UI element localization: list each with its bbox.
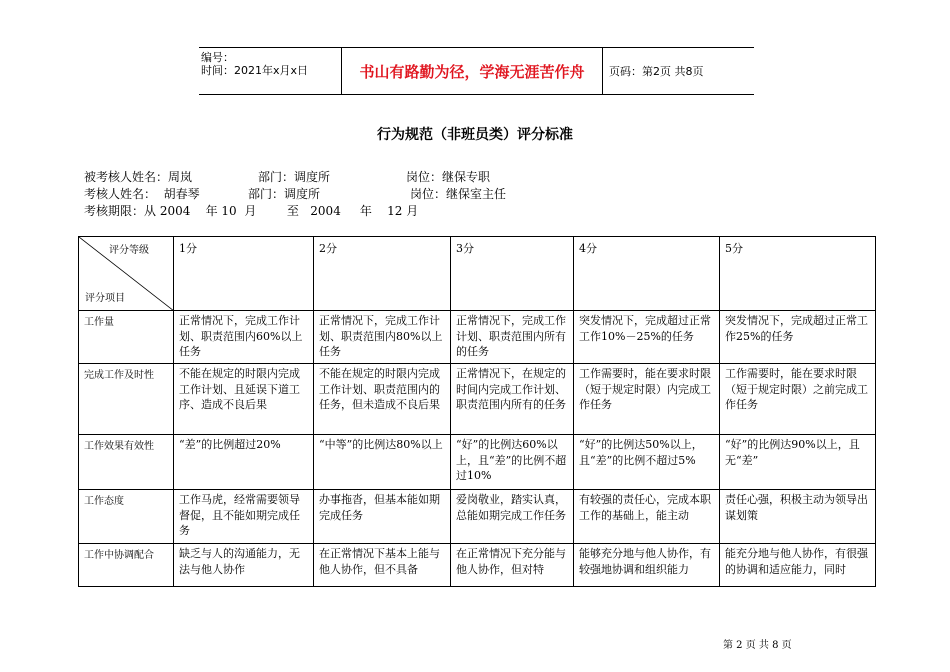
- table-row: [79, 364, 876, 435]
- table-cell: 正常情况下，完成工作计划、职责范围内所有的任务: [451, 311, 574, 364]
- header-score-3: 3分: [451, 237, 574, 311]
- assessment-period: 考核期限：从 2004 年 10 月 至 2004 年 12 月: [84, 204, 419, 218]
- row-label: 工作态度: [79, 490, 174, 544]
- document-title: 行为规范（非班员类）评分标准: [377, 127, 573, 143]
- table-cell: 正常情况下，完成工作计划、职责范围内80%以上任务: [314, 311, 451, 364]
- corner-cell: [79, 237, 174, 311]
- table-cell: 突发情况下，完成超过正常工作10%－25%的任务: [574, 311, 720, 364]
- table-cell: 不能在规定的时限内完成工作计划、职责范围内的任务，但未造成不良后果: [314, 364, 451, 435]
- examinee-position: 岗位：继保专职: [406, 170, 491, 184]
- table-row: [79, 490, 876, 544]
- table-cell: 缺乏与人的沟通能力，无法与他人协作: [174, 544, 314, 587]
- corner-item: 评分项目: [85, 292, 125, 304]
- header-left: [201, 51, 308, 77]
- examiner-name: 考核人姓名： 胡春琴: [84, 187, 200, 201]
- table-cell: “好”的比例达90%以上，且无“差”: [720, 435, 876, 490]
- table-cell: “差”的比例超过20%: [174, 435, 314, 490]
- table-cell: 不能在规定的时限内完成工作计划、且延误下道工序、造成不良后果: [174, 364, 314, 435]
- table-cell: 正常情况下，完成工作计划、职责范围内60%以上任务: [174, 311, 314, 364]
- page-footer: 第 2 页 共 8 页: [723, 640, 792, 651]
- motto: 书山有路勤为径，学海无涯苦作舟: [341, 48, 603, 94]
- table-cell: “中等”的比例达80%以上: [314, 435, 451, 490]
- row-label: 工作中协调配合: [79, 544, 174, 587]
- table-row: [79, 311, 876, 364]
- table-cell: 在正常情况下充分能与他人协作，但对特: [451, 544, 574, 587]
- table-cell: “好”的比例达60%以上，且“差”的比例不超过10%: [451, 435, 574, 490]
- row-label: 工作量: [79, 311, 174, 364]
- table-cell: 工作马虎，经常需要领导督促，且不能如期完成任务: [174, 490, 314, 544]
- header-score-5: 5分: [720, 237, 876, 311]
- corner-score-level: 评分等级: [109, 245, 149, 256]
- header-score-4: 4分: [574, 237, 720, 311]
- examinee-department: 部门：调度所: [258, 170, 331, 184]
- table-cell: 能够充分地与他人协作，有较强地协调和组织能力: [574, 544, 720, 587]
- table-cell: “好”的比例达50%以上，且“差”的比例不超过5%: [574, 435, 720, 490]
- examiner-position: 岗位：继保室主任: [410, 187, 507, 201]
- table-cell: 能充分地与他人协作，有很强的协调和适应能力，同时: [720, 544, 876, 587]
- header-score-1: 1分: [174, 237, 314, 311]
- table-cell: 有较强的责任心，完成本职工作的基础上，能主动: [574, 490, 720, 544]
- row-label: 工作效果有效性: [79, 435, 174, 490]
- table-cell: 爱岗敬业，踏实认真，总能如期完成工作任务: [451, 490, 574, 544]
- row-label: 完成工作及时性: [79, 364, 174, 435]
- examiner-department: 部门：调度所: [248, 187, 321, 201]
- table-row: [79, 544, 876, 587]
- table-header-row: [79, 237, 876, 311]
- table-cell: 突发情况下，完成超过正常工作25%的任务: [720, 311, 876, 364]
- table-cell: 办事拖沓，但基本能如期完成任务: [314, 490, 451, 544]
- page-code: 页码：第2页 共8页: [609, 65, 704, 78]
- examinee-name: 被考核人姓名：周岚: [84, 170, 193, 184]
- table-row: [79, 435, 876, 490]
- table-cell: 工作需要时，能在要求时限（短于规定时限）之前完成工作任务: [720, 364, 876, 435]
- scoring-table: [78, 236, 876, 587]
- table-cell: 正常情况下，在规定的时间内完成工作计划、职责范围内所有的任务: [451, 364, 574, 435]
- table-cell: 工作需要时，能在要求时限（短于规定时限）内完成工作任务: [574, 364, 720, 435]
- header-score-2: 2分: [314, 237, 451, 311]
- page-header: [199, 47, 754, 95]
- table-cell: 在正常情况下基本上能与他人协作，但不具备: [314, 544, 451, 587]
- time-label: 时间：2021年x月x日: [201, 64, 309, 77]
- table-cell: 责任心强，积极主动为领导出谋划策: [720, 490, 876, 544]
- number-label: 编号：: [201, 51, 234, 64]
